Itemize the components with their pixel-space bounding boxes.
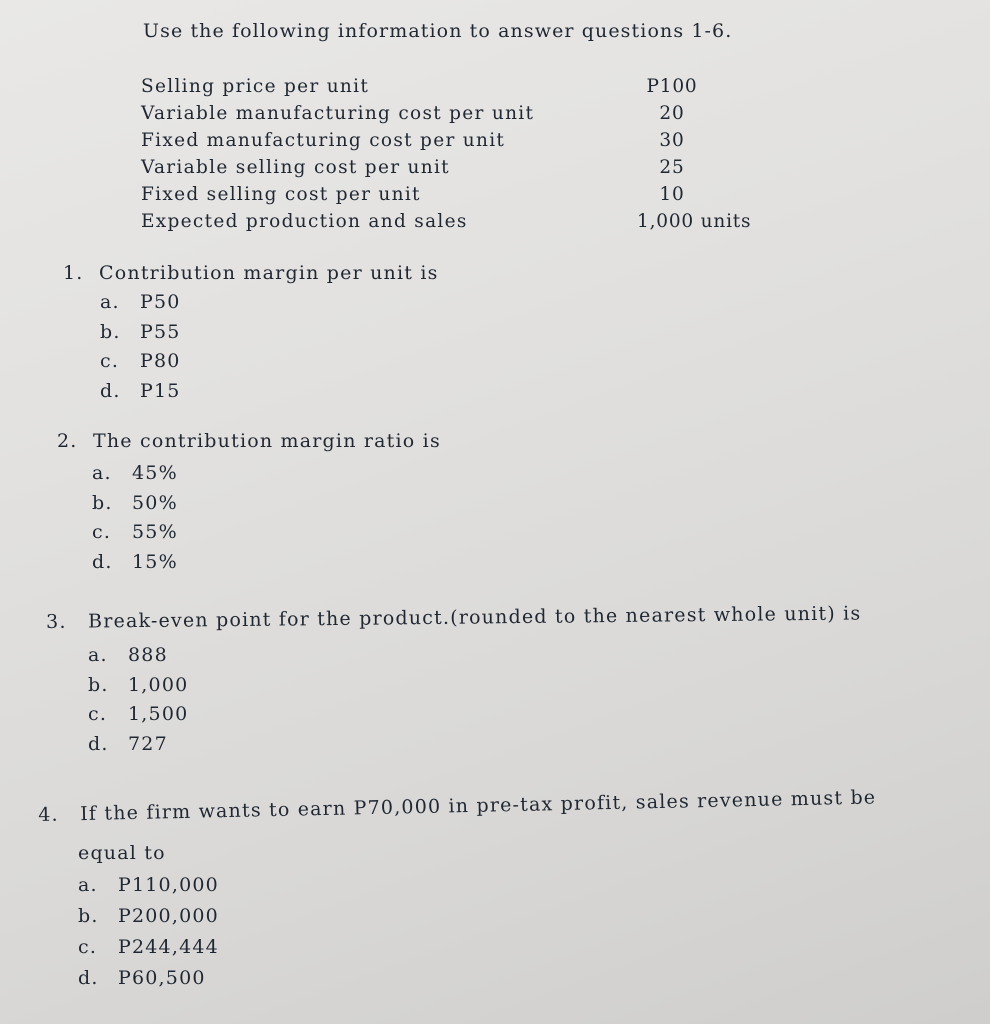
option-text: 1,000 [128,673,189,696]
answer-option[interactable] [100,380,181,410]
question-text: Contribution margin per unit is [99,262,439,284]
option-text: P110,000 [118,874,219,896]
option-text: 888 [128,644,168,666]
option-letter: a. [88,644,108,666]
option-text: P200,000 [118,905,219,927]
option-letter: c. [100,350,120,372]
info-label: Selling price per unit [141,76,370,97]
info-row [141,76,761,103]
question-text: The contribution margin ratio is [93,430,441,452]
question-number: 4. [38,803,59,826]
option-text: 50% [132,491,178,514]
answer-option[interactable] [78,874,219,905]
answer-option[interactable] [78,905,219,936]
info-value: 1,000 units [637,211,752,232]
answer-option[interactable] [78,967,219,998]
option-text: 727 [128,732,168,755]
question-text: Break-even point for the product.(rounded to the nearest whole unit) is [87,602,862,633]
info-row [141,103,761,130]
question-4 [38,786,876,826]
answer-option[interactable] [92,492,178,522]
answer-option[interactable] [88,644,188,674]
option-letter: c. [88,703,108,725]
question-2 [57,430,441,452]
option-letter: d. [100,379,121,402]
option-text: P50 [140,291,181,313]
option-letter: b. [78,905,99,927]
question-text-line2: equal to [78,842,166,864]
info-row [141,184,761,211]
option-letter: b. [92,491,113,514]
info-label: Fixed selling cost per unit [141,184,421,205]
answer-option[interactable] [92,462,178,492]
info-value: 25 [659,157,685,178]
answer-option[interactable] [88,674,188,704]
option-letter: d. [78,967,99,989]
question-1 [63,262,439,284]
question-4-options [78,874,219,998]
info-label: Variable manufacturing cost per unit [141,103,535,124]
question-3-options [88,644,188,762]
info-row [141,157,761,184]
question-2-options [92,462,178,580]
question-number: 3. [46,610,67,633]
option-text: P244,444 [118,936,219,958]
option-letter: c. [78,936,98,958]
answer-option[interactable] [88,733,188,763]
info-label: Expected production and sales [141,211,468,232]
option-letter: a. [92,462,112,484]
option-letter: d. [92,550,113,573]
intro-instructions: Use the following information to answer questions 1-6. [143,20,733,42]
info-value: 20 [659,103,685,124]
info-value: 30 [659,130,685,151]
answer-option[interactable] [100,321,181,351]
question-number: 2. [57,430,78,452]
option-letter: a. [78,874,98,896]
info-row [141,211,761,238]
cost-information-table [141,76,761,238]
option-letter: d. [88,732,109,755]
option-letter: b. [88,673,109,696]
option-text: P55 [140,320,181,343]
info-value: 10 [659,184,685,205]
question-number: 1. [63,262,84,284]
question-1-options [100,291,181,409]
info-label: Fixed manufacturing cost per unit [141,130,506,151]
option-text: P60,500 [118,967,206,989]
option-text: P15 [140,379,181,402]
info-row [141,130,761,157]
option-letter: c. [92,521,112,543]
option-letter: a. [100,291,120,313]
answer-option[interactable] [92,521,178,551]
info-label: Variable selling cost per unit [141,157,450,178]
option-text: 15% [132,550,178,573]
answer-option[interactable] [100,291,181,321]
option-text: 1,500 [128,703,189,725]
answer-option[interactable] [88,703,188,733]
answer-option[interactable] [92,551,178,581]
answer-option[interactable] [78,936,219,967]
option-text: 45% [132,462,178,484]
info-value: P100 [646,76,698,97]
question-3 [46,602,861,633]
answer-option[interactable] [100,350,181,380]
option-text: 55% [132,521,178,543]
question-text: If the firm wants to earn P70,000 in pre-tax profit, sales revenue must be [79,786,877,826]
option-text: P80 [140,350,181,372]
option-letter: b. [100,320,121,343]
question-4-continued [78,842,166,864]
